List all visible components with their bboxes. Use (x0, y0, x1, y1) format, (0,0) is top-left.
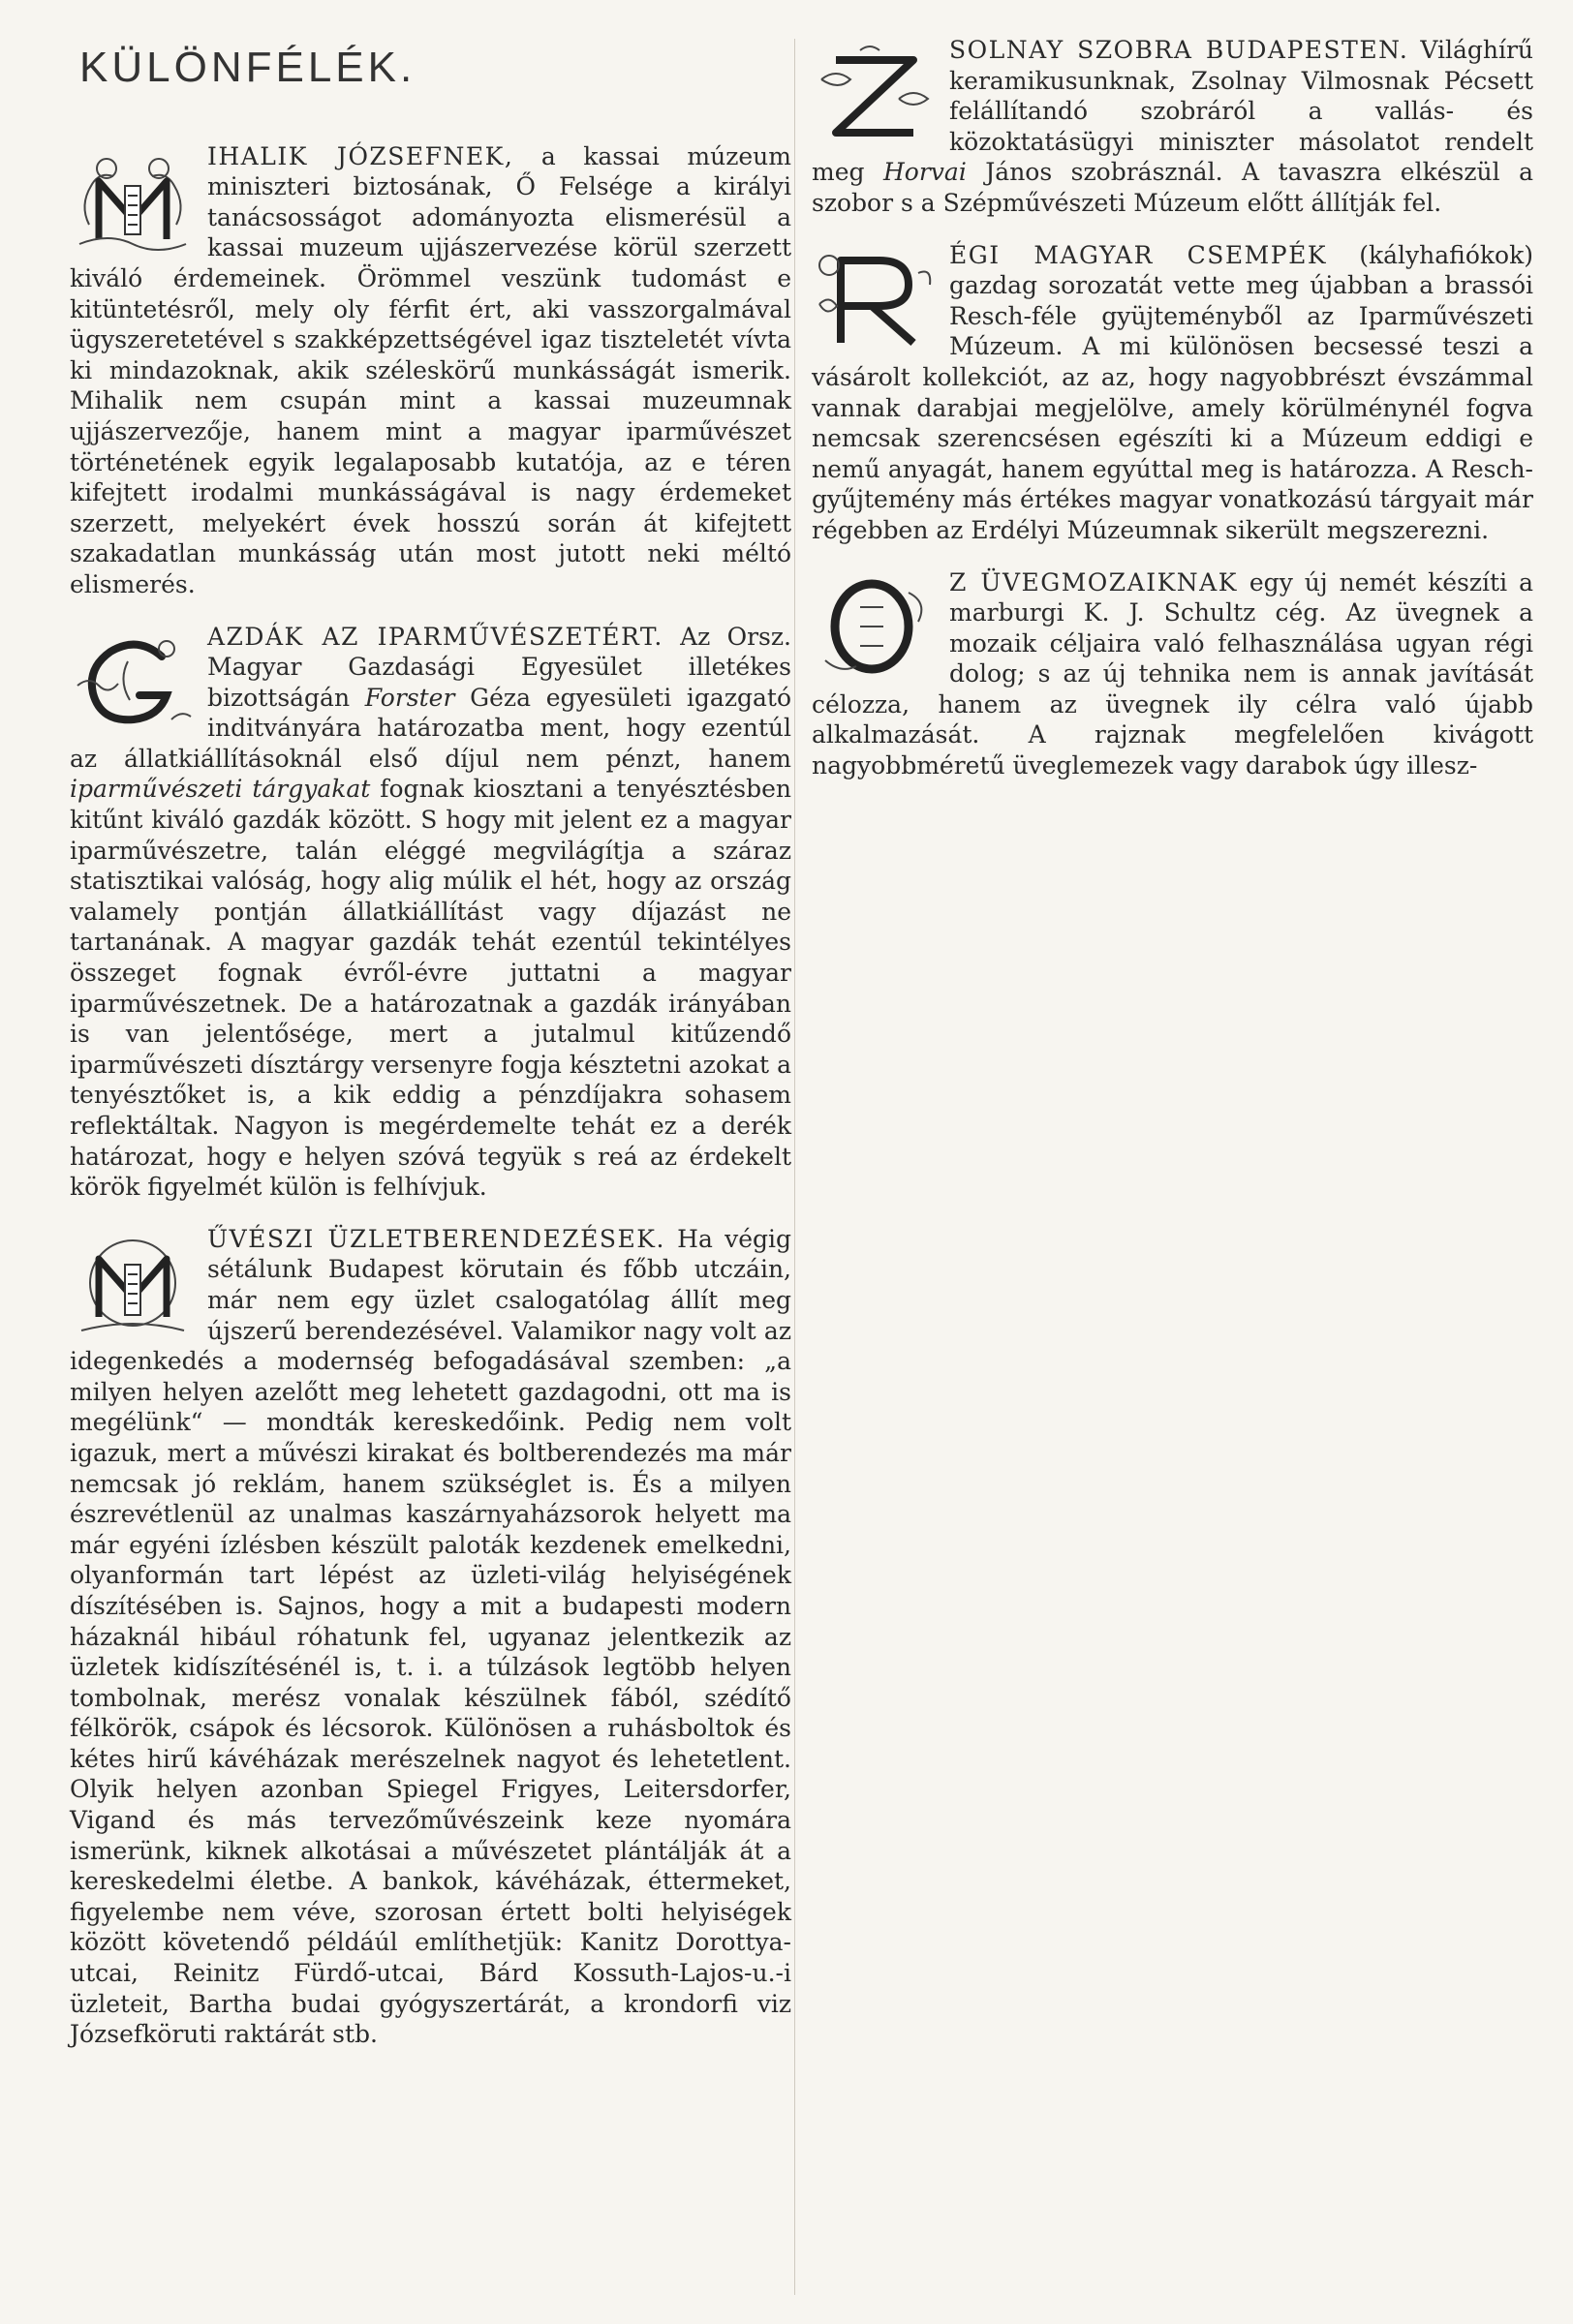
article-body: egy új nemét készíti a marburgi K. J. Schultz cég. Az üvegnek a mozaik céljaira való felhasználása ugyan régi dolog; s az új tehnika nem is annak javítását célozza, hanem az üvegnek ily célra való újabb alkalmazását. A rajznak megfelelően kivágott nagyobbméretű üveglemezek vagy darabok úgy illesz- (812, 567, 1533, 780)
article-lead: IHALIK JÓZSEFNEK, (207, 141, 514, 170)
article-zsolnay (812, 35, 1533, 219)
article-body: Ha végig sétálunk Budapest körutain és főbb utczáin, már nem egy üzlet csalogatólag állít meg újszerű berendezésével. Valamikor nagy volt az idegenkedés a modernség befogadásával szemben: „a milyen helyen azelőtt meg lehetett gazdagodni, ott ma is megélünk“ — mondták kereskedőink. Pedig nem volt igazuk, mert a művészi kirakat és boltberendezés ma már nemcsak jó reklám, hanem szükséglet is. És a milyen észrevétlenül az unalmas kaszárnyaházsorok helyett ma már egyéni ízlésben készült paloták kezdenek emelkedni, olyanformán tart lépést az üzleti-világ helyiségének díszítésében is. Sajnos, hogy a mit a budapesti modern házaknál hibául róhatunk fel, ugyanaz jelentkezik az üzletek kidíszítésénél is, t. i. a túlzások legtöbb helyen tombolnak, merész vonalak készülnek fából, szédítő félkörök, csápok és lécsorok. Különösen a ruhásboltok és kétes hirű kávéházak merészelnek nagyot és lehetetlent. Olyik helyen azonban Spiegel Frigyes, Leitersdorfer, Vigand és más tervezőművészeink keze nyomára ismerünk, kiknek alkotásai a művészetet plántálják át a kereskedelmi életbe. A bankok, kávéházak, éttermeket, figyelembe nem véve, szorosan értett bolti helyiségek között követendő példáúl említhetjük: Kanitz Dorottya-utcai, Reinitz Fürdő-utcai, Bárd Kossuth-Lajos-u.-i üzleteit, Bartha budai gyógyszertárát, a krondorfi viz Józsefköruti raktárát stb. (70, 1224, 791, 2049)
right-column (812, 35, 1533, 803)
article-body: (kályhafiókok) gazdag sorozatát vette meg újabban a brassói Resch-féle gyüjteményből az Iparművészeti Múzeum. A mi különösen becsessé teszi a vásárolt kollekciót, az az, hogy nagyobbrészt évszámmal vannak darabjai megjelölve, amely körülménynél fogva nemcsak szerencsésen egészíti ki a Múzeum eddigi e nemű anyagát, hanem egyúttal meg is határozza. A Resch-gyűjtemény más értékes magyar vonatkozású tárgyait már régebben az Erdélyi Múzeumnak sikerült megszerezni. (812, 240, 1533, 544)
article-italic-phrase: iparművészeti tárgyakat (70, 775, 371, 804)
article-uzletberendezesek (70, 1224, 791, 2050)
decorative-initial-g-icon (70, 627, 196, 734)
article-lead: ÉGI MAGYAR CSEMPÉK (949, 240, 1328, 269)
decorative-initial-m2-icon (70, 1230, 196, 1336)
decorative-initial-o-icon (812, 573, 938, 680)
left-column (70, 29, 791, 2071)
article-body-part: fognak kiosztani a tenyésztésben kitűnt kiváló gazdák között. S hogy mit jelent ez a magyar iparművészetre, talán eléggé megvilágítja a száraz statisztikai valóság, hogy alig múlik el hét, hogy az ország valamely pontján állatkiállítást vagy díjazást ne tartanának. A magyar gazdák tehát ezentúl tekintélyes összeget fognak évről-évre juttatni a magyar iparművészetnek. De a határozatnak a gazdák irányában is van jelentősége, mert a jutalmul kitűzendő iparművészeti dísztárgy versenyre fogja késztetni azokat a tenyésztőket is, a kik eddig a pénzdíjakra sohasem reflektáltak. Nagyon is megérdemelte tehát ez a derék határozat, hogy e helyen szóvá tegyük s reá az érdekelt körök figyelmét külön is felhívjuk. (70, 775, 791, 1202)
article-italic-name: Forster (364, 683, 455, 712)
article-mihalik (70, 141, 791, 600)
article-lead: AZDÁK AZ IPARMŰVÉSZETÉRT. (207, 622, 663, 651)
article-csempek (812, 240, 1533, 546)
decorative-initial-m-icon (70, 147, 196, 254)
article-body-part: Világhírű keramikusunknak, Zsolnay Vilmosnak Pécsett felállítandó szobráról a vallás- és közoktatásügyi miniszter másolatot rendelt meg (812, 36, 1533, 187)
article-body: a kassai múzeum miniszteri biztosának, Ő Felsége a királyi tanácsosságot adományozta elismerésül a kassai muzeum ujjászervezése körül szerzett kiváló érdemeinek. Örömmel veszünk tudomást e kitüntetésről, mely oly férfit ért, aki vasszorgalmával ügyszeretetével s szakképzettségével igaz tiszteletét vívta ki mindazoknak, akik széleskörű munkásságát ismerik. Mihalik nem csupán mint a kassai muzeumnak ujjászervezője, hanem mint a magyar iparművészet történetének egyik legalaposabb kutatója, az e téren kifejtett irodalmi munkásságával is nagy érdemeket szerzett, melyekért évek hosszú során át kifejtett szakadatlan munkásság után most jutott neki méltó elismerés. (70, 141, 791, 598)
decorative-initial-r-icon (812, 246, 938, 352)
article-uvegmozaik (812, 567, 1533, 781)
column-divider (794, 39, 795, 2295)
article-body-part: Az Orsz. Magyar Gazdasági Egyesület illetékes bizottságán (207, 622, 791, 712)
article-body-part: Géza egyesületi igazgató inditványára határozatba ment, hogy ezentúl az állatkiállításoknál első díjul nem pénzt, hanem (70, 683, 791, 773)
article-italic-name: Horvai (882, 158, 967, 187)
article-gazdak (70, 622, 791, 1203)
article-lead: SOLNAY SZOBRA BUDAPESTEN. (949, 36, 1409, 64)
article-lead: ŰVÉSZI ÜZLETBERENDEZÉSEK. (207, 1224, 665, 1253)
article-body-part: János szobrásznál. A tavaszra elkészül a szobor s a Szépművészeti Múzeum előtt állítják fel. (812, 158, 1534, 217)
article-lead: Z ÜVEGMOZAIKNAK (949, 567, 1238, 596)
decorative-initial-z-icon (812, 41, 938, 147)
section-title: KÜLÖNFÉLÉK. (79, 44, 416, 91)
